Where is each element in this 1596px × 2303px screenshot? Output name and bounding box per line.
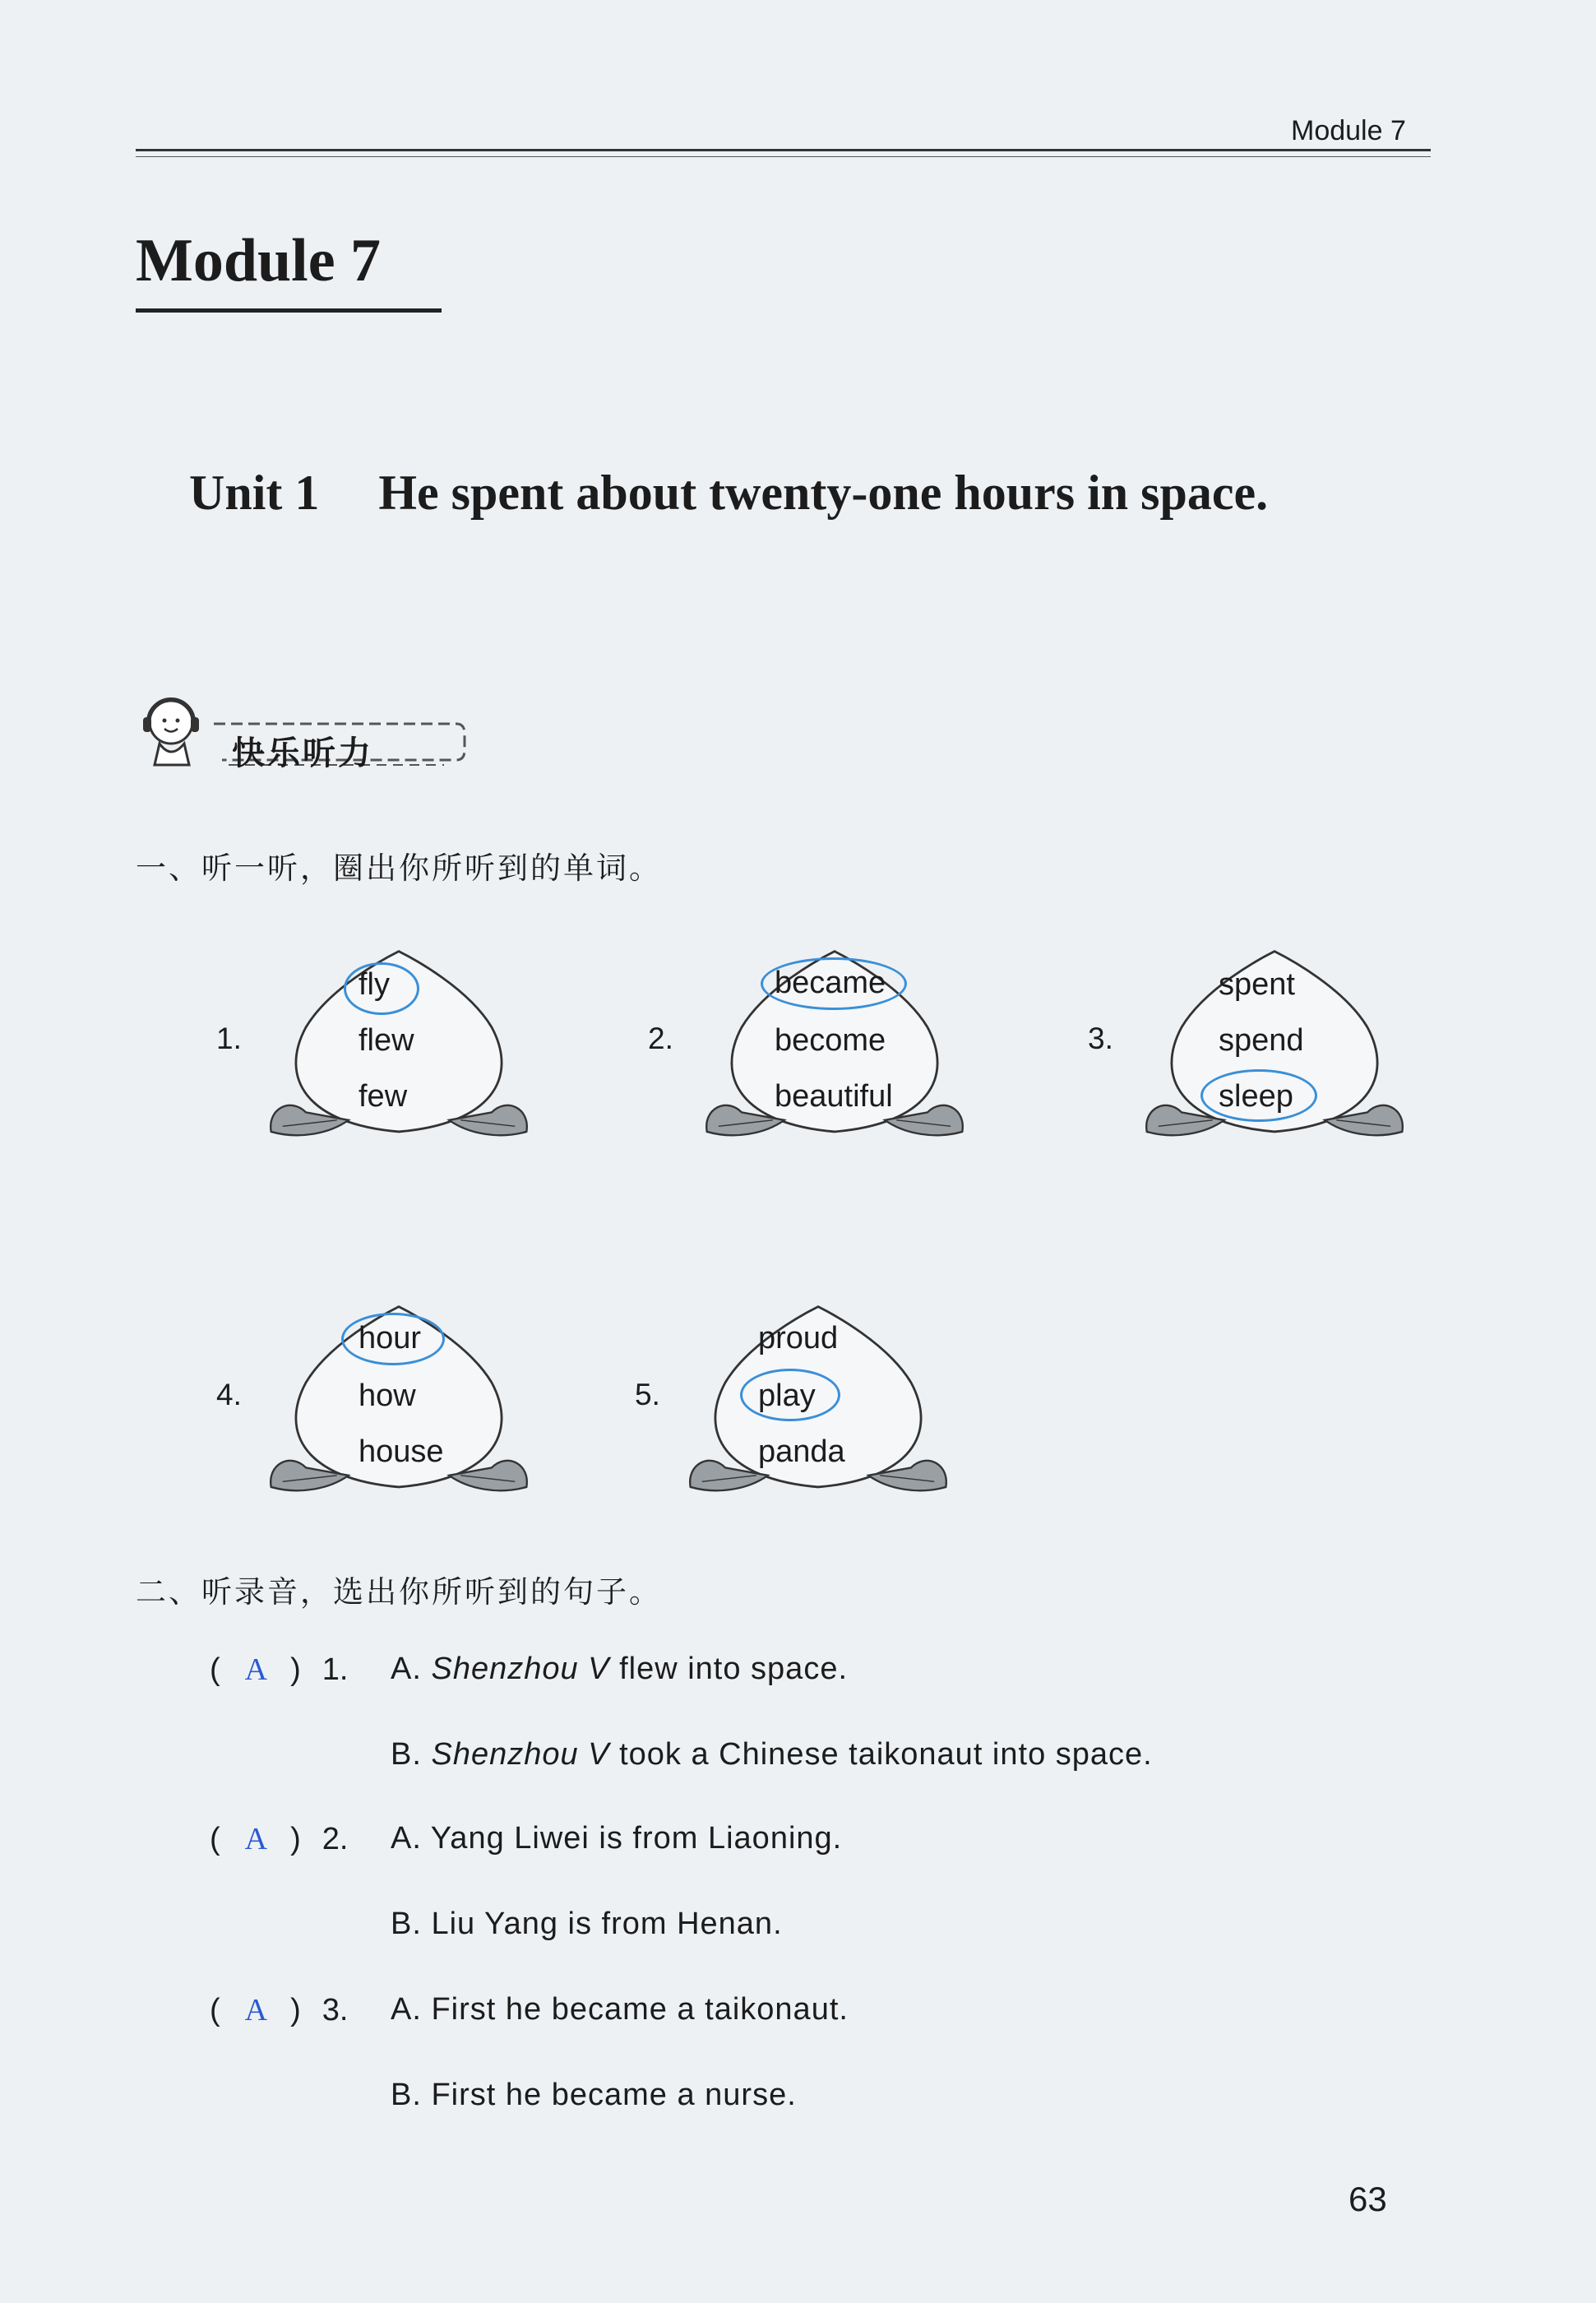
peach-word: panda [758,1434,845,1469]
option-b [391,1907,783,1942]
question-row [210,1992,348,2028]
paren-open: ( [210,1993,220,2027]
answer-letter: A [244,1652,268,1687]
part1-heading: 一、听一听，圈出你所听到的单词。 [136,850,662,886]
header-rule-thin [136,156,1431,157]
peach-number: 1. [216,1022,242,1055]
peach-word: beautiful [775,1079,893,1114]
option-italic: Shenzhou V [431,1737,610,1772]
paren-close: ) [290,1993,301,2027]
question-row [210,1652,348,1688]
answer-letter: A [244,1822,268,1856]
peach-word: proud [758,1321,839,1355]
unit-heading: He spent about twenty-one hours in space. [378,466,1269,520]
option-text: took a Chinese taikonaut into space. [619,1737,1153,1772]
question-number: 1. [322,1652,349,1687]
module-title: Module 7 [136,227,382,294]
option-b [391,1737,1153,1772]
peach-word: become [775,1023,886,1058]
paren-open: ( [210,1822,220,1856]
peach-word: fly [359,967,390,1002]
option-b [391,2078,797,2113]
peach-word: spent [1219,967,1295,1002]
option-text: First he became a nurse. [431,2078,797,2112]
paren-close: ) [290,1652,301,1687]
peach-word: sleep [1219,1079,1293,1114]
module-title-underline [136,308,442,313]
peach-number: 3. [1088,1022,1113,1055]
question-number: 3. [322,1993,349,2027]
option-italic: Shenzhou V [431,1652,610,1686]
peach-word: became [775,966,886,1000]
option-letter: A. [391,1652,422,1686]
option-text: First he became a taikonaut. [431,1992,849,2027]
option-letter: B. [391,2078,422,2112]
peach-word: spend [1219,1023,1304,1058]
option-letter: A. [391,1821,422,1856]
option-text: Yang Liwei is from Liaoning. [430,1821,843,1856]
peach-number: 2. [648,1022,673,1055]
option-letter: A. [391,1992,422,2027]
page-number: 63 [1349,2180,1387,2218]
peach-word: house [359,1434,444,1469]
peach-word: how [359,1379,416,1413]
peach-word: play [758,1379,816,1413]
option-a [391,1992,849,2027]
peach-number: 5. [635,1378,660,1411]
unit-title [189,465,1268,521]
option-letter: B. [391,1737,422,1772]
peach-word: few [359,1079,408,1114]
peach-number: 4. [216,1378,242,1411]
question-number: 2. [322,1822,349,1856]
answer-letter: A [244,1993,268,2027]
section-banner-label: 快乐听力 [232,734,373,772]
paren-open: ( [210,1652,220,1687]
header-rule [136,149,1431,151]
question-row [210,1821,348,1857]
option-letter: B. [391,1907,422,1941]
option-a [391,1821,842,1856]
part2-heading: 二、听录音，选出你所听到的句子。 [136,1574,662,1610]
peach-word: flew [359,1023,414,1058]
option-text: flew into space. [619,1652,849,1686]
option-text: Liu Yang is from Henan. [431,1907,783,1941]
running-header: Module 7 [1291,115,1406,146]
peach-word: hour [359,1321,422,1355]
unit-label: Unit 1 [189,466,320,520]
option-a [391,1652,848,1687]
paren-close: ) [290,1822,301,1856]
